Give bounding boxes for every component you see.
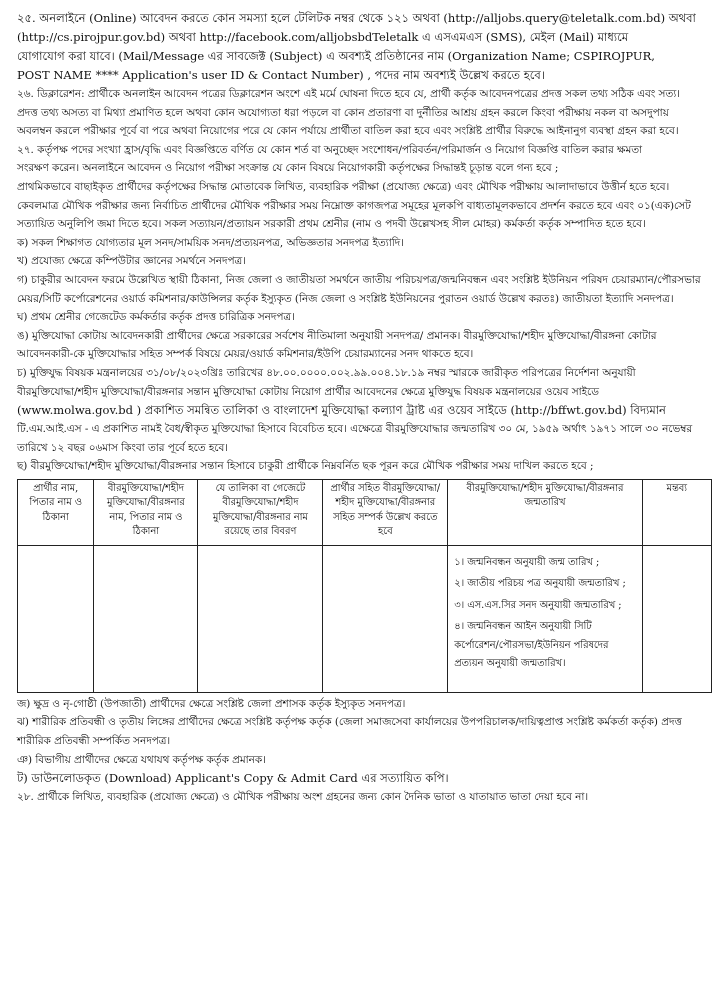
cell-fighter-name (94, 545, 198, 692)
para-28: ২৮. প্রার্থীকে লিখিত, ব্যবহারিক (প্রযোজ্য ক্ষেত্রে) ও মৌখিক পরীক্ষায় অংশ গ্রহনের জন্য কোন দৈনিক ভাতা ও যাতায়াত ভাতা দেয়া হবে না। (17, 791, 589, 804)
header-fighter-name: বীরমুক্তিযোদ্ধা/শহীদ মুক্তিযোদ্ধা/বীরঙ্গনার নাম, পিতার নাম ও ঠিকানা (94, 479, 198, 545)
item-kha: খ) প্রযোজ্য ক্ষেত্রে কম্পিউটার জ্ঞানের সমর্থনে সনদপত্র। (17, 255, 246, 268)
item-ga-line-1: গ) চাকুরীর আবেদন ফরমে উল্লেখিত স্থায়ী ঠিকানা, নিজ জেলা ও জাতীয়তা সমর্থনে জাতীয় পরিচয়পত্র/জন্মনিবন্ধন এবং সংশ্লিষ্ট ইউনিয়ন পরিষদ চেয়ারম্যান/পৌরসভার (17, 273, 701, 286)
item-chha: ছ) বীরমুক্তিযোদ্ধা/শহীদ মুক্তিযোদ্ধা/বীরঙ্গনার সন্তান হিসাবে চাকুরী প্রার্থীকে নিম্নবর্নিত ছক পূরন করে মৌখিক পরীক্ষার সময় দাখিল করতে হবে ; (17, 460, 594, 473)
para-27-line-3: প্রাথমিকভাবে বাছাইকৃত প্রার্থীদের কর্তৃপক্ষের সিদ্ধান্ত মোতাবেক লিখিত, ব্যবহারিক পরীক্ষা (প্রযোজ্য ক্ষেত্রে) এবং মৌখিক পরীক্ষায় আলাদাভাবে উত্তীর্ন হতে হবে। (17, 180, 670, 193)
header-remarks: মন্তব্য (642, 479, 711, 545)
cell-candidate-name (18, 545, 94, 692)
item-gha: ঘ) প্রথম শ্রেনীর গেজেটেড কর্মকর্তার কর্তৃক প্রদত্ত চারিত্রিক সনদপত্র। (17, 311, 295, 324)
header-candidate-name: প্রার্থীর নাম, পিতার নাম ও ঠিকানা (18, 479, 94, 545)
para-26-line-1: ২৬. ডিক্লারেশন: প্রার্থীকে অনলাইন আবেদন পত্রের ডিক্লারেশন অংশে এই মর্মে ঘোষনা দিতে হবে যে, প্রার্থী কর্তৃক আবেদনপত্রের প্রদত্ত সকল তথ্য সঠিক এবং সত্য। (17, 88, 680, 100)
item-umo-line-2: আবেদনকারী-কে মুক্তিযোদ্ধার সহিত সম্পর্ক বিষয়ে মেয়র/ওয়ার্ড কমিশনার/ইউপি চেয়ারম্যানের সনদ থাকতে হবে। (17, 348, 474, 361)
item-nya: ঞ) বিভাগীয় প্রার্থীদের ক্ষেত্রে যথাযথ কর্তৃপক্ষ কর্তৃক প্রমানক। (17, 753, 266, 766)
para-25-line-1: ২৫. অনলাইনে (Online) আবেদন করতে কোন সমস্যা হলে টেলিটক নম্বর থেকে ১২১ অথবা (http://alljobs.query@teletalk.com.bd) অথবা (17, 11, 696, 25)
item-ta: ট) ডাউনলোডকৃত (Download) Applicant's Copy & Admit Card এর সত্যায়িত কপি। (17, 771, 449, 786)
item-cha-line-1: চ) মুক্তিযুদ্ধ বিষয়ক মন্ত্রনালয়ের ৩১/০৮/২০২৩খ্রিঃ তারিখের ৪৮.০০.০০০০.০০২.৯৯.০০৪.১৮.১৯ নম্বর স্মারকে জারীকৃত পরিপত্রের নির্দেশনা অনুযায়ী (17, 366, 636, 379)
item-ka: ক) সকল শিক্ষাগত যোগ্যতার মূল সনদ/সাময়িক সনদ/প্রত্যয়নপত্র, অভিজ্ঞতার সনদপত্র ইত্যাদি। (17, 236, 404, 249)
birthdate-item-3: ৩। এস.এস.সির সনদ অনুযায়ী জন্মতারিখ ; (454, 599, 622, 611)
item-cha-line-3: (www.molwa.gov.bd ) প্রকাশিত সমন্বিত তালিকা ও বাংলাদেশ মুক্তিযোদ্ধা কল্যাণ ট্রাষ্ট এর ওয়েব সাইডে (http://bffwt.gov.bd) বিদ্যমান (17, 403, 666, 418)
para-25-line-2: (http://cs.pirojpur.gov.bd) অথবা http://facebook.com/alljobsbdTeletalk এ এসএমএস (SMS), মেইল (Mail) মাধ্যমে (17, 30, 629, 44)
header-birthdate: বীরমুক্তিযোদ্ধা/শহীদ মুক্তিযোদ্ধা/বীরঙ্গনার জন্মতারিখ (448, 479, 642, 545)
freedom-fighter-form-table (17, 479, 712, 693)
item-jha-line-2: শারীরিক প্রতিবন্ধী সম্পর্কিত সনদপত্র। (17, 735, 171, 748)
para-27-line-2: সংরক্ষণ করেন। অনলাইনে আবেদন ও নিয়োগ পরীক্ষা সংক্রান্ত যে কোন বিষয়ে নিয়োগকারী কর্তৃপক্ষের সিদ্ধান্তই চূড়ান্ত বলে গন্য হবে ; (17, 162, 559, 175)
para-26-line-2: প্রদত্ত তথ্য অসত্য বা মিথ্যা প্রমাণিত হলে অথবা কোন অযোগ্যতা ধরা পড়লে বা কোন প্রতারণা বা দুর্নীতির আশ্রয় গ্রহন করলে কিংবা পরীক্ষায় নকল বা অসদুপায় (17, 106, 669, 119)
item-cha-line-2: বীরমুক্তিযোদ্ধা/শহীদ মুক্তিযোদ্ধা/বীরঙ্গনার সন্তান মুক্তিযোদ্ধা কোটায় নিয়োগ প্রার্থীর আবেদনের ক্ষেত্রে মুক্তিযুদ্ধ বিষয়ক মন্ত্রনালয়ের ওয়েব সাইডে (17, 385, 599, 398)
birthdate-item-4: ৪। জন্মনিবন্ধন আইন অনুযায়ী সিটি কর্পোরেশন/পৌরসভা/ইউনিয়ন পরিষদের প্রত্যয়ন অনুযায়ী জন্মতারিখ। (454, 621, 609, 670)
item-cha-line-4: টি.এম.আই.এস - এ প্রকাশিত নামই বৈধ/স্বীকৃত মুক্তিযোদ্ধা হিসাবে বিবেচিত হবে। এক্ষেত্রে বীরমুক্তিযোদ্ধার জন্মতারিখ ৩০ মে, ১৯৫৯ অর্থাৎ ১৯৭১ সালে ৩০ নভেম্বর (17, 423, 693, 436)
para-27-line-4: কেবলমাত্র মৌখিক পরীক্ষার জন্য নির্বাচিত প্রার্থীদের মৌখিক পরীক্ষার সময় নিম্নোক্ত কাগজপত্র সমূহের মূলকপি বাধ্যতামূলকভাবে প্রদর্শন করতে হবে এবং ০১(এক)সেট (17, 199, 691, 212)
header-relationship: প্রার্থীর সহিত বীরমুক্তিযোদ্ধা/শহীদ মুক্তিযোদ্ধা/বীরঙ্গনার সহিত সম্পর্ক উল্লেখ করতে হবে (323, 479, 448, 545)
para-25-line-4: POST NAME **** Application's user ID & Contact Number) , পদের নাম অবশ্যই উল্লেখ করতে হবে। (17, 68, 545, 82)
item-ja: জ) ক্ষুদ্র ও নৃ-গোষ্ঠী (উপজাতী) প্রার্থীদের ক্ষেত্রে সংশ্লিষ্ট জেলা প্রশাসক কর্তৃক ইস্যুকৃত সনদপত্র। (17, 697, 406, 710)
birthdate-item-1: ১। জন্মনিবন্ধন অনুযায়ী জন্ম তারিখ ; (454, 556, 600, 568)
para-27-line-5: সত্যায়িত অনুলিপি জমা দিতে হবে। সকল সত্যায়ন/প্রত্যায়ন সরকারী প্রথম শ্রেনীর (নাম ও পদবী উল্লেখসহ সীল মোহর) কর্মকর্তা কর্তৃক সম্পাদিত হতে হবে। (17, 218, 646, 231)
para-25-line-3: যোগাযোগ করা যাবে। (Mail/Message এর সাবজেক্ট (Subject) এ অবশ্যই প্রতিষ্ঠানের নাম (Organization Name; CSPIROJPUR, (17, 49, 655, 63)
para-27-line-1: ২৭. কর্তৃপক্ষ পদের সংখ্যা হ্রাস/বৃদ্ধি এবং বিজ্ঞপ্তিতে বর্ণিত যে কোন শর্ত বা অনুচ্ছেদ সংশোধন/পরিবর্তন/পরিমার্জন ও নিয়োগ বিজ্ঞপ্তি বাতিল করার ক্ষমতা (17, 143, 643, 156)
cell-birthdate-list (448, 545, 642, 692)
cell-relationship (323, 545, 448, 692)
cell-remarks (642, 545, 711, 692)
cell-list-gazette (198, 545, 323, 692)
table-row (18, 545, 712, 692)
item-umo-line-1: ঙ) মুক্তিযোদ্ধা কোটায় আবেদনকারী প্রার্থীদের ক্ষেত্রে সরকারের সর্বশেষ নীতিমালা অনুযায়ী সনদপত্র/ প্রমানক। বীরমুক্তিযোদ্ধা/শহীদ মুক্তিযোদ্ধা/বীরঙ্গনা কোটার (17, 329, 657, 342)
item-jha-line-1: ঝ) শারীরিক প্রতিবন্ধী ও তৃতীয় লিঙ্গের প্রার্থীদের ক্ষেত্রে সংশ্লিষ্ট কর্তৃপক্ষ কর্তৃক (জেলা সমাজসেবা কার্যালয়ের উপপরিচালক/দায়িত্বপ্রাপ্ত সংশ্লিষ্ট কর্মকর্তা কর্তৃক) প্রদত্ত (17, 716, 682, 729)
table-header-row (18, 479, 712, 545)
para-26-line-3: অবলম্বন করলে পরীক্ষার পূর্বে বা পরে অথবা নিয়োগের পরে যে কোন পর্যায়ে প্রার্থীতা বাতিল করা হবে এবং সংশ্লিষ্ট প্রার্থীর বিরুদ্ধে আইনানুগ ব্যবস্থা গ্রহন করা হবে। (17, 125, 679, 138)
header-list-gazette: যে তালিকা বা গেজেটে বীরমুক্তিযোদ্ধা/শহীদ মুক্তিযোদ্ধা/বীরঙ্গনার নাম রয়েছে তার বিবরণ (198, 479, 323, 545)
birthdate-item-2: ২। জাতীয় পরিচয় পত্র অনুযায়ী জন্মতারিখ ; (454, 578, 626, 590)
item-cha-line-5: তারিখে ১২ বছর ০৬মাস কিংবা তার পূর্বে হতে হবে। (17, 441, 228, 454)
item-ga-line-2: মেয়র/সিটি কর্পোরেশনের ওয়ার্ড কমিশনার/কাউন্সিলর কর্তৃক ইস্যুকৃত (নিজ জেলা ও সংশ্লিষ্ট ইউনিয়নের পুরাতন ওয়ার্ড উল্লেখ করতঃ) জাতীয়তা ইত্যাদি সনদপত্র। (17, 292, 674, 305)
